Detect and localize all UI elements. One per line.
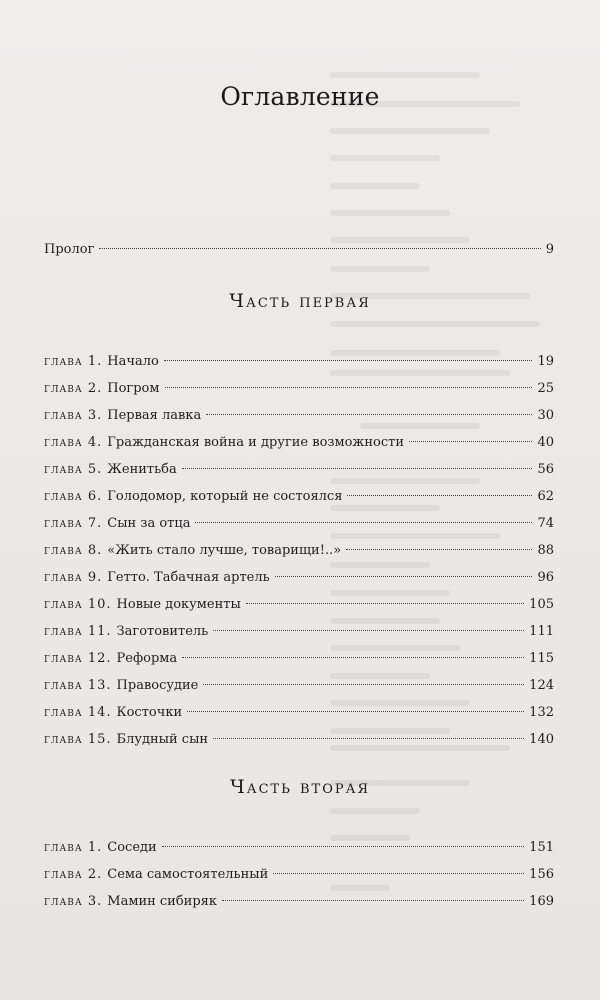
chapter-title: Сын за отца [107, 516, 191, 531]
toc-row [44, 730, 554, 750]
chapter-prefix: глава 3. [44, 894, 103, 909]
chapter-page-number: 140 [529, 732, 554, 747]
chapter-title: Сема самостоятельный [107, 867, 269, 882]
chapter-prefix: глава 10. [44, 597, 112, 612]
chapter-prefix: глава 1. [44, 840, 103, 855]
toc-row [44, 703, 554, 723]
dot-leader [195, 522, 532, 523]
chapter-title: Правосудие [116, 678, 199, 693]
toc-entry-title: Пролог [44, 242, 95, 257]
toc-row-prologue [44, 240, 554, 260]
chapter-title: Соседи [107, 840, 157, 855]
dot-leader [165, 387, 533, 388]
dot-leader [206, 414, 532, 415]
chapter-prefix: глава 3. [44, 408, 103, 423]
dot-leader [246, 603, 524, 604]
chapter-title: Женитьба [107, 462, 177, 477]
toc-row [44, 433, 554, 453]
toc-row [44, 676, 554, 696]
chapter-prefix: глава 9. [44, 570, 103, 585]
toc-row [44, 460, 554, 480]
dot-leader [347, 495, 532, 496]
chapter-page-number: 56 [537, 462, 554, 477]
toc-row [44, 892, 554, 912]
dot-leader [213, 738, 524, 739]
chapter-prefix: глава 13. [44, 678, 112, 693]
chapter-title: Косточки [116, 705, 183, 720]
chapter-prefix: глава 5. [44, 462, 103, 477]
chapter-page-number: 111 [529, 624, 554, 639]
chapter-prefix: глава 11. [44, 624, 112, 639]
chapter-prefix: глава 2. [44, 867, 103, 882]
chapter-prefix: глава 2. [44, 381, 103, 396]
dot-leader [187, 711, 524, 712]
chapter-page-number: 96 [537, 570, 554, 585]
chapter-title: Первая лавка [107, 408, 202, 423]
chapter-page-number: 105 [529, 597, 554, 612]
chapter-page-number: 19 [537, 354, 554, 369]
chapter-page-number: 40 [537, 435, 554, 450]
toc-row [44, 352, 554, 372]
chapter-prefix: глава 4. [44, 435, 103, 450]
toc-row [44, 568, 554, 588]
chapter-prefix: глава 14. [44, 705, 112, 720]
toc-row [44, 649, 554, 669]
toc-row [44, 514, 554, 534]
chapter-page-number: 151 [529, 840, 554, 855]
chapter-title: Голодомор, который не состоялся [107, 489, 343, 504]
dot-leader [203, 684, 524, 685]
chapter-prefix: глава 6. [44, 489, 103, 504]
chapter-page-number: 30 [537, 408, 554, 423]
chapter-prefix: глава 7. [44, 516, 103, 531]
dot-leader [409, 441, 532, 442]
dot-leader [99, 248, 540, 249]
dot-leader [273, 873, 524, 874]
part-heading-2: Часть вторая [230, 776, 370, 798]
dot-leader [164, 360, 533, 361]
page-title: Оглавление [220, 82, 380, 111]
chapter-page-number: 88 [537, 543, 554, 558]
toc-row [44, 487, 554, 507]
chapter-title: Реформа [116, 651, 178, 666]
chapter-page-number: 25 [537, 381, 554, 396]
toc-page-number: 9 [545, 242, 554, 257]
chapter-prefix: глава 8. [44, 543, 103, 558]
dot-leader [275, 576, 533, 577]
chapter-prefix: глава 15. [44, 732, 112, 747]
chapter-title: Заготовитель [116, 624, 209, 639]
chapter-title: Мамин сибиряк [107, 894, 217, 909]
chapter-title: Новые документы [116, 597, 241, 612]
dot-leader [213, 630, 524, 631]
toc-row [44, 838, 554, 858]
toc-row [44, 541, 554, 561]
chapter-page-number: 132 [529, 705, 554, 720]
chapter-page-number: 62 [537, 489, 554, 504]
dot-leader [346, 549, 532, 550]
chapter-prefix: глава 1. [44, 354, 103, 369]
chapter-page-number: 124 [529, 678, 554, 693]
chapter-title: Гетто. Табачная артель [107, 570, 270, 585]
dot-leader [182, 657, 524, 658]
chapter-title: Начало [107, 354, 159, 369]
toc-row [44, 379, 554, 399]
toc-row [44, 865, 554, 885]
chapter-page-number: 74 [537, 516, 554, 531]
part-heading-1: Часть первая [229, 290, 371, 312]
dot-leader [222, 900, 524, 901]
chapter-title: Гражданская война и другие возможности [107, 435, 405, 450]
toc-row [44, 595, 554, 615]
chapter-title: Блудный сын [116, 732, 209, 747]
chapter-page-number: 156 [529, 867, 554, 882]
dot-leader [182, 468, 533, 469]
chapter-title: Погром [107, 381, 160, 396]
chapter-title: «Жить стало лучше, товарищи!..» [107, 543, 342, 558]
dot-leader [162, 846, 524, 847]
chapter-page-number: 169 [529, 894, 554, 909]
chapter-prefix: глава 12. [44, 651, 112, 666]
toc-row [44, 622, 554, 642]
chapter-page-number: 115 [529, 651, 554, 666]
toc-row [44, 406, 554, 426]
